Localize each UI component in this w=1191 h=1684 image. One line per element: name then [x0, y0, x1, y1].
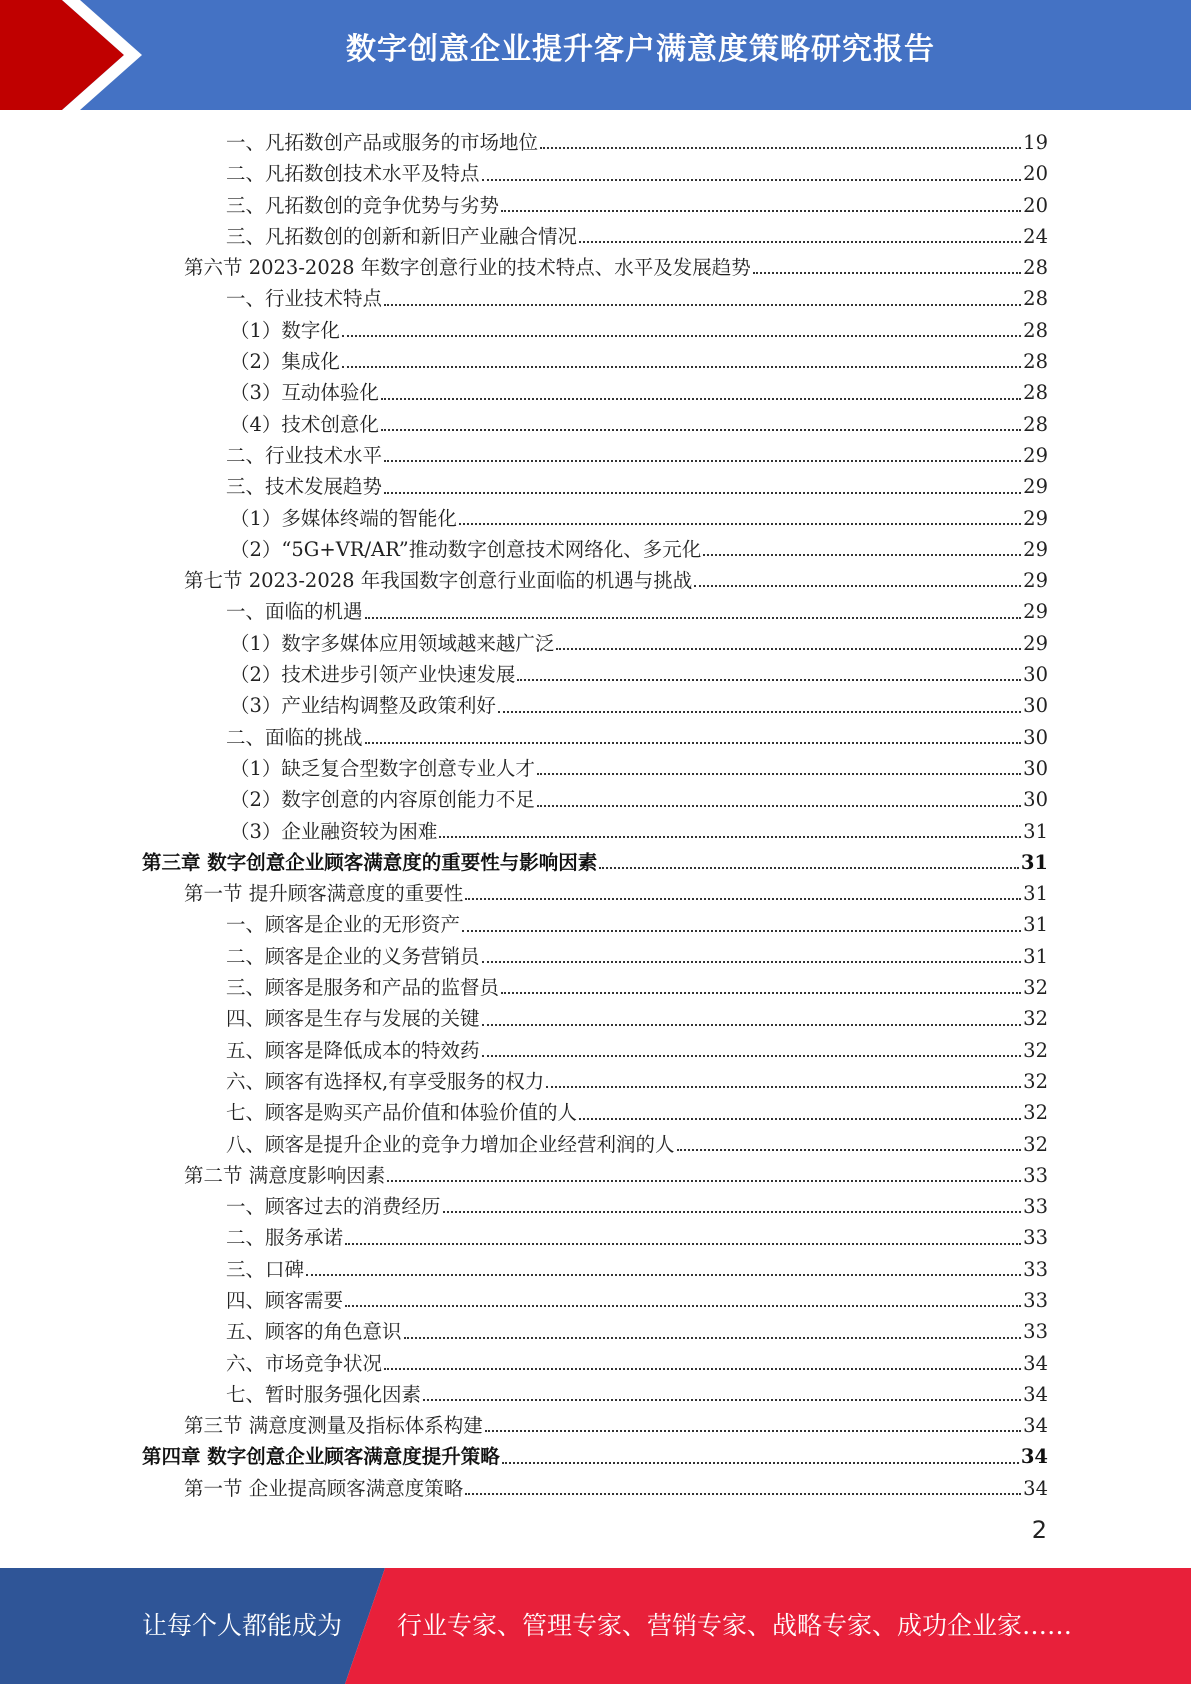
- toc-entry[interactable]: [142, 252, 1048, 283]
- toc-entry[interactable]: [142, 847, 1048, 878]
- toc-entry-page: 31: [1020, 850, 1048, 874]
- toc-dot-leader: [537, 773, 1021, 775]
- toc-entry-label: 三、口碑: [226, 1257, 305, 1281]
- toc-dot-leader: [381, 398, 1021, 400]
- toc-entry-page: 20: [1023, 162, 1048, 186]
- toc-dot-leader: [465, 898, 1021, 900]
- toc-dot-leader: [599, 867, 1019, 869]
- toc-dot-leader: [423, 1399, 1021, 1401]
- toc-entry-label: 第四章 数字创意企业顾客满意度提升策略: [142, 1445, 500, 1469]
- toc-dot-leader: [459, 523, 1021, 525]
- toc-entry-label: 三、顾客是服务和产品的监督员: [226, 976, 500, 1000]
- toc-entry-page: 33: [1023, 1195, 1048, 1219]
- toc-entry[interactable]: [142, 158, 1048, 189]
- toc-dot-leader: [540, 147, 1021, 149]
- toc-entry-page: 30: [1023, 725, 1048, 749]
- toc-dot-leader: [342, 366, 1021, 368]
- toc-entry[interactable]: [142, 628, 1048, 659]
- toc-dot-leader: [384, 1368, 1021, 1370]
- toc-entry[interactable]: [142, 1160, 1048, 1191]
- toc-entry-label: 第三节 满意度测量及指标体系构建: [184, 1414, 483, 1438]
- toc-entry-label: （3）产业结构调整及政策利好: [230, 694, 496, 718]
- toc-entry-label: （3）互动体验化: [230, 381, 379, 405]
- toc-entry-label: 五、顾客是降低成本的特效药: [226, 1038, 480, 1062]
- toc-entry-label: 二、行业技术水平: [226, 443, 383, 467]
- toc-entry-label: 三、凡拓数创的创新和新旧产业融合情况: [226, 224, 578, 248]
- toc-entry[interactable]: [142, 1410, 1048, 1441]
- toc-entry-page: 20: [1023, 193, 1048, 217]
- toc-dot-leader: [498, 711, 1021, 713]
- toc-entry[interactable]: [142, 346, 1048, 377]
- toc-entry[interactable]: [142, 753, 1048, 784]
- toc-dot-leader: [482, 961, 1022, 963]
- toc-entry[interactable]: [142, 1379, 1048, 1410]
- toc-entry-page: 33: [1023, 1288, 1048, 1312]
- toc-dot-leader: [404, 1337, 1022, 1339]
- toc-entry-label: 三、技术发展趋势: [226, 475, 383, 499]
- toc-entry-page: 34: [1023, 1382, 1048, 1406]
- toc-entry-label: 七、顾客是购买产品价值和体验价值的人: [226, 1101, 578, 1125]
- toc-entry[interactable]: [142, 1003, 1048, 1034]
- toc-entry-label: 第三章 数字创意企业顾客满意度的重要性与影响因素: [142, 850, 598, 874]
- toc-dot-leader: [465, 1493, 1021, 1495]
- toc-entry[interactable]: [142, 1348, 1048, 1379]
- toc-dot-leader: [502, 1462, 1019, 1464]
- toc-entry[interactable]: [142, 596, 1048, 627]
- toc-entry-page: 28: [1023, 350, 1048, 374]
- toc-dot-leader: [677, 1149, 1022, 1151]
- toc-entry[interactable]: [142, 1285, 1048, 1316]
- toc-entry-page: 34: [1020, 1445, 1048, 1469]
- toc-entry-label: 一、顾客是企业的无形资产: [226, 913, 461, 937]
- toc-entry[interactable]: [142, 1066, 1048, 1097]
- toc-dot-leader: [579, 1118, 1021, 1120]
- toc-entry[interactable]: [142, 190, 1048, 221]
- toc-dot-leader: [501, 992, 1021, 994]
- toc-entry[interactable]: [142, 409, 1048, 440]
- toc-entry[interactable]: [142, 221, 1048, 252]
- toc-entry-page: 30: [1023, 788, 1048, 812]
- toc-entry-page: 34: [1023, 1476, 1048, 1500]
- toc-entry-page: 33: [1023, 1320, 1048, 1344]
- toc-dot-leader: [306, 1274, 1021, 1276]
- toc-entry-label: 第六节 2023-2028 年数字创意行业的技术特点、水平及发展趋势: [184, 256, 751, 280]
- toc-entry-page: 32: [1023, 1038, 1048, 1062]
- toc-entry-page: 24: [1023, 224, 1048, 248]
- toc-entry-label: 第一节 企业提高顾客满意度策略: [184, 1476, 464, 1500]
- toc-dot-leader: [462, 930, 1021, 932]
- toc-entry-page: 32: [1023, 1101, 1048, 1125]
- toc-dot-leader: [694, 585, 1021, 587]
- toc-entry-label: （2）“5G+VR/AR”推动数字创意技术网络化、多元化: [230, 537, 702, 561]
- toc-entry-page: 28: [1023, 318, 1048, 342]
- toc-entry[interactable]: [142, 722, 1048, 753]
- header-chevron-icon: [0, 0, 150, 110]
- toc-entry-label: （2）集成化: [230, 350, 340, 374]
- toc-entry-label: 七、暂时服务强化因素: [226, 1382, 422, 1406]
- toc-entry-page: 33: [1023, 1257, 1048, 1281]
- toc-entry-label: 第二节 满意度影响因素: [184, 1163, 386, 1187]
- toc-entry[interactable]: [142, 440, 1048, 471]
- toc-entry[interactable]: [142, 816, 1048, 847]
- page-number: 2: [1031, 1516, 1047, 1544]
- toc-entry-label: 一、面临的机遇: [226, 600, 363, 624]
- toc-entry-page: 29: [1023, 569, 1048, 593]
- toc-entry-label: （1）数字多媒体应用领域越来越广泛: [230, 631, 555, 655]
- toc-entry-page: 32: [1023, 1007, 1048, 1031]
- toc-entry[interactable]: [142, 471, 1048, 502]
- toc-entry-label: （2）技术进步引领产业快速发展: [230, 663, 516, 687]
- toc-entry[interactable]: [142, 127, 1048, 158]
- toc-dot-leader: [517, 679, 1021, 681]
- toc-entry-page: 31: [1023, 819, 1048, 843]
- toc-entry[interactable]: [142, 909, 1048, 940]
- toc-entry-label: （1）多媒体终端的智能化: [230, 506, 457, 530]
- toc-entry[interactable]: [142, 878, 1048, 909]
- toc-dot-leader: [753, 272, 1021, 274]
- toc-dot-leader: [439, 836, 1021, 838]
- toc-entry-label: 四、顾客需要: [226, 1288, 344, 1312]
- page-header: [0, 0, 1191, 110]
- toc-entry-page: 30: [1023, 663, 1048, 687]
- toc-entry-label: 二、凡拓数创技术水平及特点: [226, 162, 480, 186]
- toc-entry-label: 六、顾客有选择权,有享受服务的权力: [226, 1069, 545, 1093]
- toc-entry-page: 29: [1023, 600, 1048, 624]
- toc-entry[interactable]: [142, 1316, 1048, 1347]
- toc-dot-leader: [365, 617, 1022, 619]
- toc-entry-page: 32: [1023, 1132, 1048, 1156]
- toc-dot-leader: [443, 1211, 1022, 1213]
- toc-entry-label: 二、面临的挑战: [226, 725, 363, 749]
- toc-entry[interactable]: [142, 1473, 1048, 1504]
- toc-dot-leader: [482, 1055, 1022, 1057]
- footer-slogan-right: 行业专家、管理专家、营销专家、战略专家、成功企业家……: [397, 1611, 1073, 1640]
- toc-dot-leader: [387, 1180, 1021, 1182]
- toc-entry[interactable]: [142, 1129, 1048, 1160]
- toc-dot-leader: [381, 429, 1021, 431]
- page-footer: [0, 1568, 1191, 1684]
- toc-entry-page: 34: [1023, 1414, 1048, 1438]
- toc-entry-label: 二、顾客是企业的义务营销员: [226, 944, 480, 968]
- toc-entry-page: 19: [1023, 131, 1048, 154]
- toc-entry[interactable]: [142, 565, 1048, 596]
- toc-entry[interactable]: [142, 1254, 1048, 1285]
- toc-entry[interactable]: [142, 659, 1048, 690]
- toc-entry-page: 29: [1023, 475, 1048, 499]
- toc-entry[interactable]: [142, 503, 1048, 534]
- toc-entry-page: 32: [1023, 1069, 1048, 1093]
- toc-entry[interactable]: [142, 941, 1048, 972]
- toc-entry-page: 30: [1023, 694, 1048, 718]
- toc-entry-label: （1）缺乏复合型数字创意专业人才: [230, 756, 535, 780]
- toc-entry-label: 八、顾客是提升企业的竞争力增加企业经营利润的人: [226, 1132, 675, 1156]
- toc-entry[interactable]: [142, 1191, 1048, 1222]
- toc-dot-leader: [384, 304, 1021, 306]
- toc-entry-page: 29: [1023, 631, 1048, 655]
- toc-dot-leader: [556, 648, 1021, 650]
- toc-dot-leader: [482, 1024, 1022, 1026]
- toc-entry-page: 33: [1023, 1226, 1048, 1250]
- toc-dot-leader: [384, 492, 1021, 494]
- toc-dot-leader: [342, 335, 1021, 337]
- toc-dot-leader: [703, 554, 1021, 556]
- toc-entry[interactable]: [142, 283, 1048, 314]
- toc-entry-label: 第七节 2023-2028 年我国数字创意行业面临的机遇与挑战: [184, 569, 693, 593]
- toc-entry-page: 29: [1023, 443, 1048, 467]
- document-title: 数字创意企业提升客户满意度策略研究报告: [346, 32, 935, 67]
- toc-entry-page: 31: [1023, 944, 1048, 968]
- toc-entry[interactable]: [142, 1441, 1048, 1472]
- toc-entry-label: 二、服务承诺: [226, 1226, 344, 1250]
- toc-entry-label: （1）数字化: [230, 318, 340, 342]
- toc-dot-leader: [482, 179, 1022, 181]
- toc-entry[interactable]: [142, 972, 1048, 1003]
- toc-entry-page: 31: [1023, 882, 1048, 906]
- toc-dot-leader: [384, 460, 1021, 462]
- toc-entry-page: 34: [1023, 1351, 1048, 1375]
- toc-entry-label: （4）技术创意化: [230, 412, 379, 436]
- table-of-contents: [142, 127, 1048, 1504]
- toc-entry-label: 一、凡拓数创产品或服务的市场地位: [226, 131, 539, 154]
- toc-entry[interactable]: [142, 690, 1048, 721]
- toc-entry-page: 28: [1023, 287, 1048, 311]
- toc-entry-label: 一、行业技术特点: [226, 287, 383, 311]
- toc-dot-leader: [537, 805, 1021, 807]
- toc-entry-label: （3）企业融资较为困难: [230, 819, 438, 843]
- toc-entry-page: 32: [1023, 976, 1048, 1000]
- toc-entry-page: 30: [1023, 756, 1048, 780]
- toc-dot-leader: [579, 241, 1021, 243]
- toc-entry-page: 28: [1023, 256, 1048, 280]
- toc-entry-label: 六、市场竞争状况: [226, 1351, 383, 1375]
- toc-dot-leader: [345, 1243, 1021, 1245]
- toc-dot-leader: [546, 1086, 1021, 1088]
- toc-entry-label: （2）数字创意的内容原创能力不足: [230, 788, 535, 812]
- toc-dot-leader: [501, 210, 1021, 212]
- toc-entry[interactable]: [142, 1222, 1048, 1253]
- toc-entry-label: 三、凡拓数创的竞争优势与劣势: [226, 193, 500, 217]
- toc-dot-leader: [485, 1430, 1021, 1432]
- toc-entry[interactable]: [142, 315, 1048, 346]
- toc-entry-label: 五、顾客的角色意识: [226, 1320, 402, 1344]
- toc-entry[interactable]: [142, 1035, 1048, 1066]
- toc-entry-page: 33: [1023, 1163, 1048, 1187]
- toc-dot-leader: [365, 742, 1022, 744]
- toc-entry-label: 第一节 提升顾客满意度的重要性: [184, 882, 464, 906]
- toc-entry[interactable]: [142, 534, 1048, 565]
- toc-entry[interactable]: [142, 377, 1048, 408]
- toc-entry-page: 29: [1023, 537, 1048, 561]
- toc-entry-label: 四、顾客是生存与发展的关键: [226, 1007, 480, 1031]
- toc-dot-leader: [345, 1305, 1021, 1307]
- toc-entry[interactable]: [142, 1097, 1048, 1128]
- toc-entry-page: 31: [1023, 913, 1048, 937]
- toc-entry-page: 29: [1023, 506, 1048, 530]
- footer-slogan-left: 让每个人都能成为: [142, 1611, 343, 1640]
- toc-entry-label: 一、顾客过去的消费经历: [226, 1195, 441, 1219]
- toc-entry-page: 28: [1023, 412, 1048, 436]
- toc-entry[interactable]: [142, 784, 1048, 815]
- toc-entry-page: 28: [1023, 381, 1048, 405]
